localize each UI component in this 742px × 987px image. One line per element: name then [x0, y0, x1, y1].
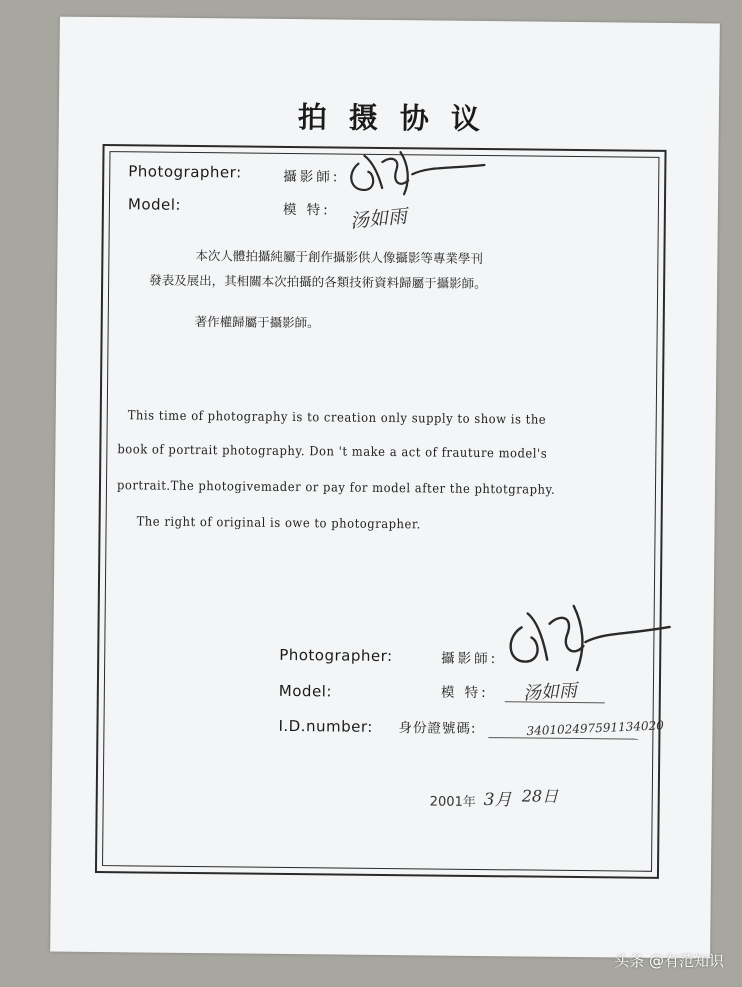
bottom-model-signature: 汤如雨	[522, 680, 578, 705]
bottom-photographer-signature	[493, 597, 674, 679]
english-line-1: This time of photography is to creation only supply to show is the	[127, 407, 547, 427]
bottom-id-label-zh: 身份證號碼:	[398, 720, 477, 737]
agreement-paper	[50, 17, 720, 959]
top-model-signature: 汤如雨	[349, 205, 408, 233]
bottom-model-label-zh: 模 特:	[440, 684, 489, 702]
top-photographer-signature	[338, 143, 489, 203]
chinese-line-1: 本次人體拍攝純屬于創作攝影供人像攝影等專業學刊	[195, 248, 483, 267]
bottom-model-label-en: Model:	[278, 681, 333, 701]
english-line-2: book of portrait photography. Don 't make a act of frauture model's	[117, 441, 548, 461]
date-day: 28日	[521, 786, 559, 806]
date-month: 3月	[483, 790, 512, 811]
watermark: 头条 @有范知识	[614, 952, 724, 970]
chinese-line-3: 著作權歸屬于攝影師。	[194, 313, 320, 331]
english-line-4: The right of original is owe to photographer.	[136, 513, 421, 532]
top-photographer-label-zh: 攝影師:	[283, 168, 341, 186]
top-photographer-label-en: Photographer:	[128, 162, 242, 182]
bottom-photographer-label-en: Photographer:	[279, 645, 393, 666]
bottom-id-label-en: I.D.number:	[278, 716, 373, 736]
date-year: 2001年	[429, 794, 476, 810]
chinese-line-2: 發表及展出，其相關本次拍攝的各類技術資料歸屬于攝影師。	[149, 272, 487, 292]
bottom-photographer-label-zh: 攝影師:	[441, 650, 499, 668]
document-title: 拍摄协议	[297, 100, 503, 137]
english-line-3: portrait.The photogivemader or pay for model after the phtotgraphy.	[116, 477, 556, 497]
top-model-label-zh: 模 特:	[282, 201, 331, 219]
top-model-label-en: Model:	[127, 195, 182, 214]
id-number-handwritten: 340102497591134020	[526, 718, 665, 739]
